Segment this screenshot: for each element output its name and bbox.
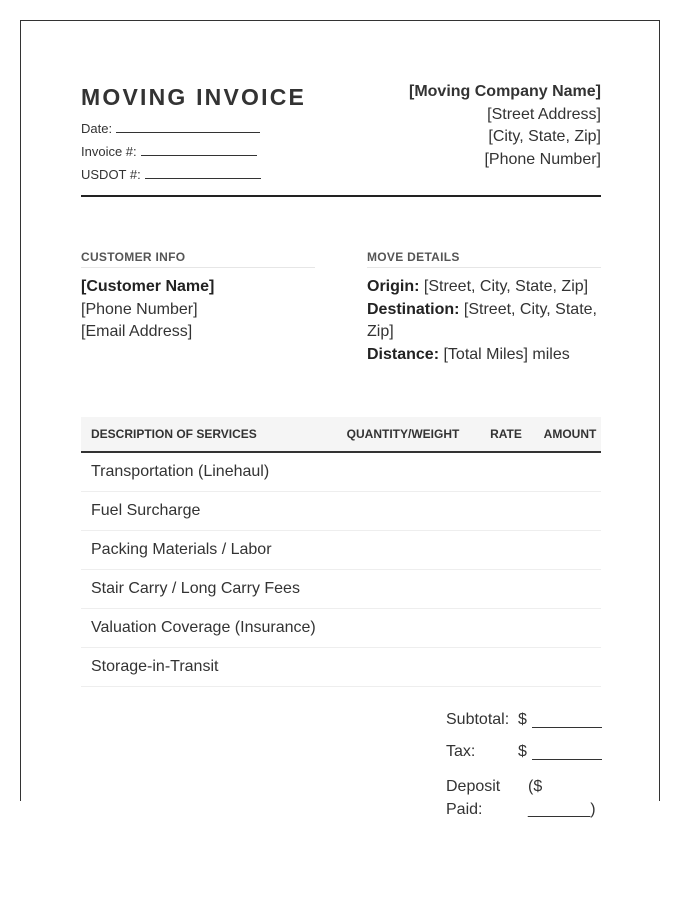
subtotal-currency: $: [518, 711, 527, 728]
company-phone: [Phone Number]: [484, 150, 601, 168]
rate-cell: [473, 531, 539, 570]
tax-currency: $: [518, 743, 527, 760]
deposit-close: _______): [528, 801, 596, 818]
info-section: [81, 250, 601, 390]
amount-cell: [539, 648, 601, 687]
usdot-field: [81, 167, 261, 182]
col-amount: AMOUNT: [539, 417, 601, 452]
service-description: Fuel Surcharge: [81, 492, 333, 531]
move-details-heading: MOVE DETAILS: [367, 250, 601, 268]
table-header-row: [81, 417, 601, 452]
quantity-cell: [333, 452, 473, 492]
service-description: Storage-in-Transit: [81, 648, 333, 687]
invoice-page: [20, 20, 660, 818]
tax-label: Tax:: [446, 743, 476, 760]
company-block: [409, 81, 601, 171]
table-row: [81, 648, 601, 687]
company-street: [Street Address]: [487, 105, 601, 123]
invoice-number-blank: [141, 144, 257, 156]
deposit-open: ($: [528, 778, 543, 795]
services-table-wrapper: [81, 417, 601, 687]
service-description: Transportation (Linehaul): [81, 452, 333, 492]
table-row: [81, 492, 601, 531]
quantity-cell: [333, 609, 473, 648]
quantity-cell: [333, 531, 473, 570]
company-city: [City, State, Zip]: [488, 128, 601, 145]
col-quantity: QUANTITY/WEIGHT: [333, 417, 473, 452]
customer-info-heading: CUSTOMER INFO: [81, 250, 315, 268]
deposit-label: [446, 775, 500, 821]
quantity-cell: [333, 648, 473, 687]
amount-cell: [539, 609, 601, 648]
customer-name: [Customer Name]: [81, 278, 215, 295]
table-row: [81, 531, 601, 570]
deposit-label-line-2: Paid:: [446, 801, 483, 818]
amount-cell: [539, 492, 601, 531]
rate-cell: [473, 452, 539, 492]
rate-cell: [473, 648, 539, 687]
service-description: Valuation Coverage (Insurance): [81, 609, 333, 648]
rate-cell: [473, 492, 539, 531]
service-description: Stair Carry / Long Carry Fees: [81, 570, 333, 609]
destination-value: [Street, City, State, Zip]: [367, 300, 597, 340]
rate-cell: [473, 570, 539, 609]
date-field: [81, 121, 260, 136]
quantity-cell: [333, 570, 473, 609]
date-label: Date:: [81, 121, 113, 136]
amount-cell: [539, 452, 601, 492]
table-row: [81, 452, 601, 492]
origin-value: [Street, City, State, Zip]: [419, 278, 589, 295]
subtotal-label: Subtotal:: [446, 711, 510, 728]
distance-value: [Total Miles] miles: [439, 345, 570, 363]
customer-phone: [Phone Number]: [81, 300, 198, 318]
deposit-value: [528, 775, 596, 821]
rate-cell: [473, 609, 539, 648]
invoice-title: MOVING INVOICE: [81, 84, 307, 110]
destination-label: Destination:: [367, 300, 460, 318]
usdot-label: USDOT #:: [81, 167, 141, 182]
distance-label: Distance:: [367, 345, 440, 363]
distance-line: [367, 344, 601, 367]
amount-cell: [539, 570, 601, 609]
date-blank: [116, 121, 260, 133]
subtotal-blank: [532, 711, 602, 728]
services-table: [81, 417, 601, 687]
col-rate: RATE: [473, 417, 539, 452]
invoice-header: [81, 83, 601, 197]
amount-cell: [539, 531, 601, 570]
move-details: [367, 250, 601, 366]
col-description: DESCRIPTION OF SERVICES: [81, 417, 333, 452]
destination-line: [367, 299, 601, 344]
service-description: Packing Materials / Labor: [81, 531, 333, 570]
header-divider: [81, 195, 601, 197]
origin-line: [367, 276, 601, 299]
invoice-number-field: [81, 144, 257, 159]
quantity-cell: [333, 492, 473, 531]
company-name: [Moving Company Name]: [408, 83, 601, 100]
table-row: [81, 570, 601, 609]
invoice-number-label: Invoice #:: [81, 144, 137, 159]
usdot-blank: [145, 167, 261, 179]
deposit-label-line-1: Deposit: [446, 778, 501, 795]
table-row: [81, 609, 601, 648]
origin-label: Origin:: [367, 278, 420, 295]
customer-info: [81, 250, 315, 344]
tax-blank: [532, 743, 602, 760]
customer-email: [Email Address]: [81, 323, 193, 340]
